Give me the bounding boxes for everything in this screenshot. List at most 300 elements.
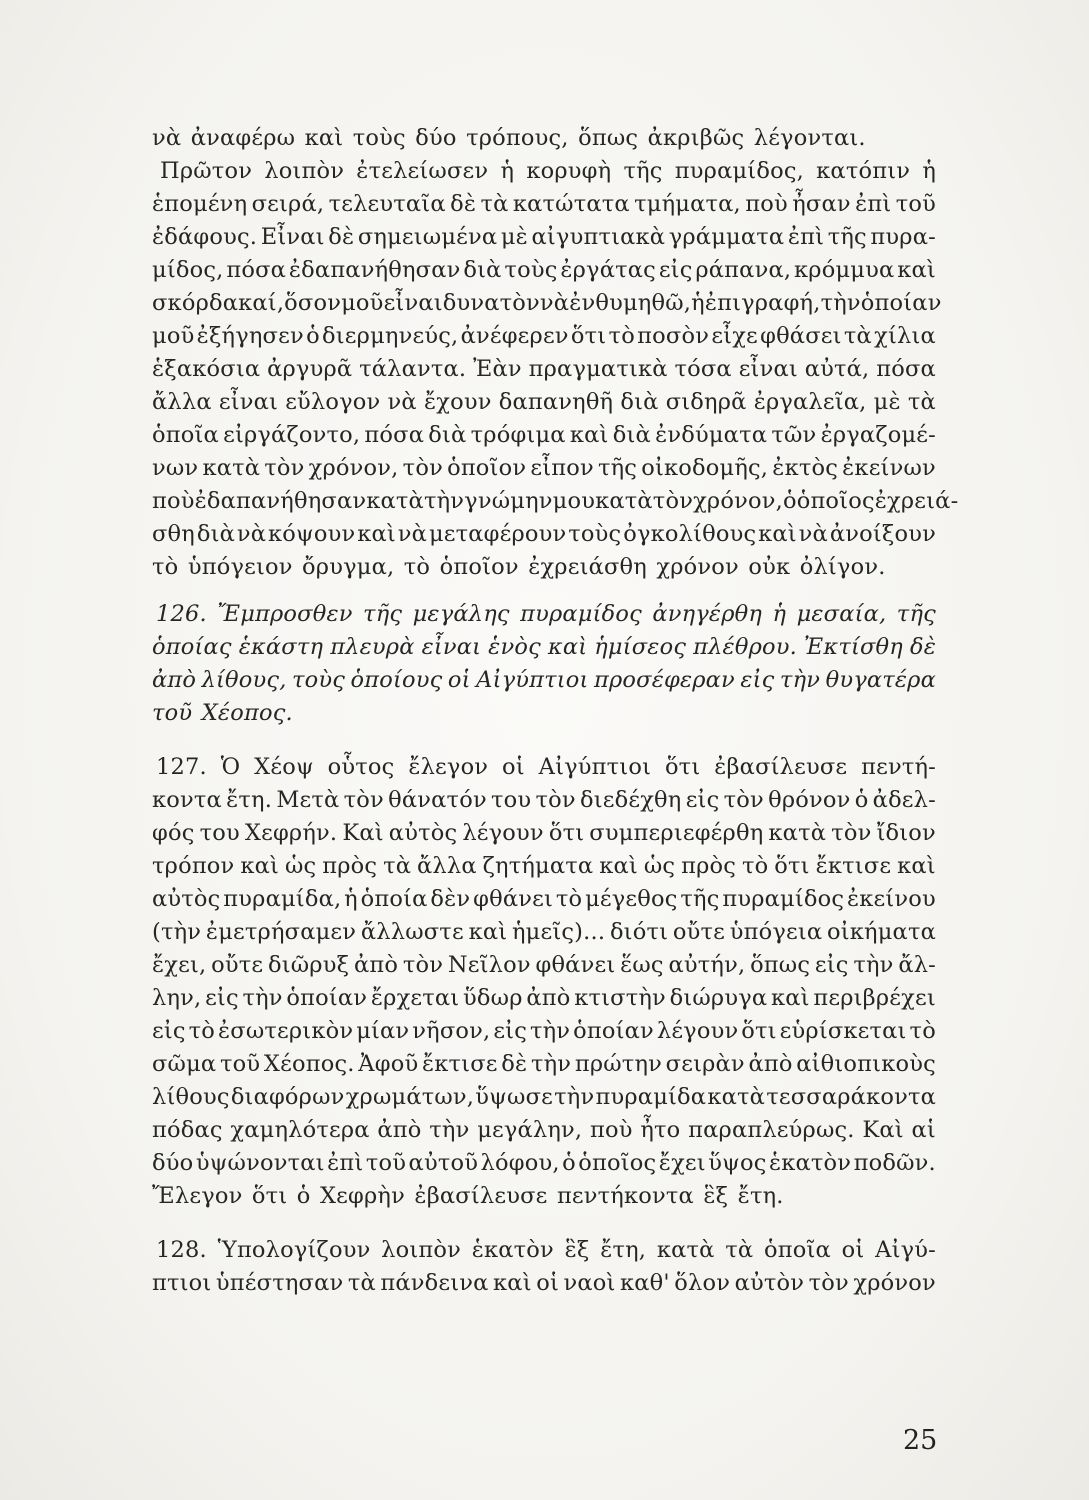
word: ὀλίγον. [799, 554, 886, 580]
word: ἄλλα [417, 853, 477, 879]
word: τμήματα, [634, 191, 741, 217]
word: πραγματικὰ [528, 356, 668, 382]
word: κατώτατα [512, 191, 630, 217]
word: ἄλλωστε [360, 919, 464, 945]
word: Χεφρὴν [319, 1183, 405, 1209]
word: χρόνον, [308, 455, 399, 481]
word: φθάνει [535, 952, 616, 978]
word: τοὺς [292, 667, 346, 693]
word: ὁποίας [152, 634, 232, 660]
word: Χέοπος. [201, 700, 293, 726]
word: καὶ [468, 919, 508, 945]
word: τὴν [429, 1117, 470, 1143]
word: πυραμίδα, [223, 886, 342, 912]
word: τῶν [771, 422, 817, 448]
word: Ἀφοῦ [358, 1051, 419, 1077]
word: τρόπον [152, 853, 235, 879]
word: ὀγκολίθους [623, 521, 757, 547]
word: δύο [415, 125, 457, 151]
word: τόσα [674, 356, 732, 382]
word: μεγάλην, [477, 1117, 583, 1143]
text-line [152, 751, 936, 784]
text-line [152, 386, 936, 419]
text-line [152, 1147, 936, 1180]
word: τοὺς [568, 521, 622, 547]
word: χρόνον, [693, 488, 783, 514]
word: ἐνδύματα [655, 422, 768, 448]
word: τὸν [831, 820, 872, 846]
word: καὶ [897, 853, 936, 879]
word: τοῦ [365, 1150, 407, 1176]
word: χαμηλότερα [230, 1117, 370, 1143]
word: Χέοψ [254, 754, 314, 780]
word: μίαν [356, 1018, 410, 1044]
word: αὐτὸς [152, 886, 221, 912]
word: θάνατόν [388, 787, 487, 813]
word: σημειωμένα [357, 224, 498, 250]
word: λην, [152, 985, 202, 1011]
word: τὴν [853, 952, 894, 978]
word: γνώμην [464, 488, 553, 514]
word: λίθους, [201, 667, 287, 693]
word: κτιστὴν [574, 985, 666, 1011]
word: αὐτὸς [388, 820, 458, 846]
word: πρὸς [322, 853, 378, 879]
word: ἀκριβῶς [647, 125, 745, 151]
word: Αἰγύπτιοι [538, 754, 652, 780]
word: νὰ [152, 125, 182, 151]
text-line [152, 221, 936, 254]
word: ὅτι [570, 323, 607, 349]
word: τὴν [242, 985, 283, 1011]
word: τὸν [652, 488, 694, 514]
word: εἶναι [218, 389, 279, 415]
word: μεταφέρουν [428, 521, 567, 547]
word: οἰκήματα [827, 919, 936, 945]
word: ἄλ- [898, 952, 936, 978]
word: Καὶ [342, 820, 384, 846]
word: ἀναφέρω [190, 125, 296, 151]
word: εἰς [205, 985, 239, 1011]
text-line [152, 320, 936, 353]
word: ὑπόγεια [729, 919, 823, 945]
word: λοιπὸν [264, 158, 345, 184]
word: μὲ [500, 224, 528, 250]
word: ἐδαπανήθησαν [194, 488, 367, 514]
text-line [152, 419, 936, 452]
word: κατὰ [202, 455, 261, 481]
word: τὸν [535, 787, 576, 813]
word: ἐχρειά- [874, 488, 959, 514]
word: διῶρυξ [267, 952, 350, 978]
word: διερμηνεύς, [322, 323, 459, 349]
word: Αἰγύπτιοι [476, 667, 589, 693]
word: ὁποία [360, 886, 428, 912]
word: κατὰ [707, 1084, 766, 1110]
word: ὡς [284, 853, 317, 879]
text-line [152, 1180, 936, 1213]
text-line [152, 949, 936, 982]
word: φθάνει [473, 886, 553, 912]
word: νὰ [236, 521, 267, 547]
word: νὰ [397, 521, 428, 547]
word: δὲ [328, 224, 355, 250]
word: καὶ [897, 257, 936, 283]
word: ὁ [854, 787, 869, 813]
text-line [152, 697, 936, 730]
word: κρόμμυα [794, 257, 895, 283]
word: κατὰ [595, 488, 653, 514]
word: ἐργαζομέ- [820, 422, 936, 448]
word: παραπλεύρως. [688, 1117, 855, 1143]
word: ὁποίαν [573, 1018, 654, 1044]
word: αἰθιοπικοὺς [796, 1051, 936, 1077]
word: διὰ [196, 521, 236, 547]
word: προσέφεραν [594, 667, 735, 693]
word: πρὸς [681, 853, 737, 879]
word: ἔκτισε [815, 853, 892, 879]
word: ἀνηγέρθη [652, 601, 763, 627]
word: ἐκείνων [842, 455, 936, 481]
word: αὐτά, [804, 356, 870, 382]
word: ὁποῖον [439, 554, 519, 580]
text-line [152, 817, 936, 850]
word: Ὁ [220, 754, 241, 780]
word: ὁποίους [350, 667, 443, 693]
word: 127. [156, 754, 207, 780]
word: εὑρίσκεται [779, 1018, 907, 1044]
word: οἱ [841, 1237, 865, 1263]
word: διεδέχθη [580, 787, 682, 813]
word: διότι [609, 919, 669, 945]
word: ἄλλα [152, 389, 212, 415]
word: πρώτην [574, 1051, 662, 1077]
text-line [152, 1048, 936, 1081]
word: ὁ [562, 1150, 576, 1176]
paragraph-spacer [152, 584, 936, 598]
word: ἑνὸς [488, 634, 541, 660]
paragraph-128 [152, 1234, 936, 1300]
word: δὲ [909, 634, 936, 660]
word: διαφόρων [230, 1084, 345, 1110]
word: ἀνοίξουν [829, 521, 936, 547]
word: τρόφιμα [470, 422, 566, 448]
text-line [152, 1234, 936, 1267]
word: τὸ [403, 554, 431, 580]
word: ἀπὸ [377, 1117, 422, 1143]
word: ἐμετρήσαμεν [205, 919, 357, 945]
word: λόφου, [480, 1150, 560, 1176]
word: τὸν [402, 952, 444, 978]
word: τὸ [741, 853, 769, 879]
word: καὶ [357, 521, 396, 547]
word: ἔτη, [600, 1237, 647, 1263]
text-line [152, 122, 936, 155]
word: ὁποῖα [152, 422, 219, 448]
text-line [152, 254, 936, 287]
text-line [152, 1081, 936, 1114]
word: ράπανα, [695, 257, 792, 283]
word: ὁποῖος [796, 488, 875, 514]
word: ἐπὶ [327, 1150, 364, 1176]
word: εἰς [493, 1018, 527, 1044]
word: ὄρυγμα, [302, 554, 395, 580]
word: τὸν [402, 455, 443, 481]
word: ἔκτισε [421, 1051, 498, 1077]
word: Ἐκτίσθη [803, 634, 903, 660]
word: ὅτι [774, 853, 810, 879]
word: καὶ [599, 853, 638, 879]
word: σθη [152, 521, 195, 547]
text-line [152, 631, 936, 664]
word: ἐκείνου [847, 886, 936, 912]
word: ἔτη. [226, 787, 273, 813]
word: πεντή- [861, 754, 936, 780]
word: οὔτε [211, 952, 264, 978]
word: του [199, 820, 240, 846]
word: πυραμίδος, [674, 158, 804, 184]
word: πυραμίδος [722, 886, 845, 912]
word: ζητήματα [482, 853, 594, 879]
text-line [152, 518, 936, 551]
word: συμπεριεφέρθη [589, 820, 764, 846]
word: ἐνθυμηθῶ, [569, 290, 692, 316]
word: καὶ [240, 853, 280, 879]
word: τῆς [597, 455, 638, 481]
text-line [152, 1114, 936, 1147]
word: ὁ [782, 488, 797, 514]
word: ἔτη. [737, 1183, 784, 1209]
word: τὴν [779, 667, 821, 693]
word: πυρα- [870, 224, 936, 250]
word: ἡμίσεος [594, 634, 687, 660]
word: οἱ [536, 1270, 559, 1296]
word: τὸν [808, 1270, 849, 1296]
word: γράμματα [668, 224, 785, 250]
word: ὁποίαν [860, 290, 942, 316]
word: Ἔλεγον [152, 1183, 243, 1209]
text-line [152, 1267, 936, 1300]
word: ὑπόγειον [187, 554, 293, 580]
word: τὰ [383, 853, 412, 879]
word: ἔχει [658, 1150, 706, 1176]
word: ἑκατὸν [768, 1150, 852, 1176]
word: τὸν [264, 455, 305, 481]
word: θυγατέρα [825, 667, 936, 693]
word: χρόνον [853, 1270, 936, 1296]
word: χρωμάτων, [345, 1084, 475, 1110]
word: λέγονται. [753, 125, 866, 151]
word: ἐτελείωσεν [356, 158, 489, 184]
word: ἀργυρᾶ [267, 356, 353, 382]
word: εἰς [814, 952, 849, 978]
word: τῆς [623, 158, 663, 184]
word: ἡ [691, 290, 705, 316]
word: ποὺ [590, 1117, 633, 1143]
word: ὁποῖον [447, 455, 527, 481]
text-line [152, 664, 936, 697]
word: ἕως [620, 952, 664, 978]
word: εἶναι [383, 290, 443, 316]
word: τοὺς [352, 125, 406, 151]
word: ὕδωρ [463, 985, 523, 1011]
word: καὶ [569, 422, 609, 448]
word: εἰργάζοντο, [223, 422, 361, 448]
word: ποὺ [745, 191, 788, 217]
word: τὴν [554, 1084, 595, 1110]
word: τὴν [529, 1018, 571, 1044]
word: ὁ [306, 323, 320, 349]
word: ὅπως [750, 952, 811, 978]
word: Πρῶτον [160, 158, 253, 184]
word: ποσὸν [637, 323, 710, 349]
word: ἓξ [564, 1237, 590, 1263]
word: εἰς [658, 257, 693, 283]
word: τὰ [843, 323, 872, 349]
paragraph-spacer [152, 1213, 936, 1234]
word: τὸ [188, 1018, 216, 1044]
word: κόψουν [268, 521, 356, 547]
word: μέγεθος [585, 886, 678, 912]
word: 128. [156, 1237, 207, 1263]
word: εἶναι [421, 634, 482, 660]
word: μοῦ [152, 323, 195, 349]
word: πυραμίδος [520, 601, 642, 627]
word: κατὰ [768, 820, 827, 846]
word: Καὶ [862, 1117, 904, 1143]
word: διὰ [612, 422, 651, 448]
word: ἔρχεται [370, 985, 460, 1011]
word: ὑψώνονται [195, 1150, 325, 1176]
word: (τὴν [152, 919, 202, 945]
word: τῆς [827, 224, 867, 250]
word: ποὺ [152, 488, 195, 514]
word: κοντα [152, 787, 222, 813]
word: ἐπὶ [855, 191, 892, 217]
word: καὶ [547, 634, 588, 660]
word: μὲ [873, 389, 901, 415]
word: τὴν [820, 290, 861, 316]
paragraph-spacer [152, 730, 936, 751]
word: οὗτος [327, 754, 395, 780]
word: τὴν [530, 1051, 572, 1077]
word: τὸ [555, 886, 583, 912]
word: ὁποῖος [578, 1150, 657, 1176]
word: καθ' [620, 1270, 670, 1296]
word: οἱ [502, 754, 525, 780]
text-line [152, 485, 959, 518]
word: πεντήκοντα [556, 1183, 694, 1209]
word: δὲ [501, 1051, 528, 1077]
word: κατὰ [656, 1237, 715, 1263]
word: ἡμεῖς)... [511, 919, 606, 945]
word: φθάσει [760, 323, 842, 349]
word: πόσα [226, 257, 287, 283]
word: ἐδαπανήθησαν [288, 257, 461, 283]
word: πόσα [876, 356, 936, 382]
word: ναοὶ [563, 1270, 616, 1296]
word: ἐχρειάσθη [528, 554, 647, 580]
word: Χέοπος. [263, 1051, 355, 1077]
word: εἰς [152, 1018, 186, 1044]
text-line [152, 916, 936, 949]
word: τῆς [896, 601, 936, 627]
word: ἑξακόσια [152, 356, 261, 382]
word: δυνατὸν [442, 290, 540, 316]
word: τὰ [347, 1270, 376, 1296]
word: περιβρέχει [813, 985, 936, 1011]
word: τάλαντα. [359, 356, 467, 382]
word: πτιοι [152, 1270, 212, 1296]
word: ἑκατὸν [471, 1237, 554, 1263]
page-text [152, 122, 959, 1300]
text-line [152, 155, 936, 188]
word: τοῦ [219, 1051, 261, 1077]
word: εἶχε [711, 323, 758, 349]
word: δὲν [430, 886, 471, 912]
word: λοιπὸν [381, 1237, 462, 1263]
word: καὶ [493, 1270, 532, 1296]
word: λέγουν [656, 1018, 739, 1044]
word: Νεῖλον [447, 952, 531, 978]
word: ὅπως [578, 125, 639, 151]
word: νὰ [539, 290, 570, 316]
word: καὶ [758, 521, 797, 547]
word: Χεφρήν. [244, 820, 338, 846]
word: τῆς [680, 886, 720, 912]
word: ἡ [922, 158, 936, 184]
word: καί, [238, 290, 285, 316]
word: χίλια [874, 323, 936, 349]
word: ὕψος [708, 1150, 767, 1176]
word: ἐπιγραφή, [704, 290, 821, 316]
word: τρόπους, [466, 125, 569, 151]
text-line [152, 784, 936, 817]
word: τεσσαράκοντα [766, 1084, 936, 1110]
word: σιδηρᾶ [665, 389, 747, 415]
word: ἔχουν [423, 389, 492, 415]
text-line [152, 982, 936, 1015]
word: ὅτι [664, 754, 701, 780]
word: ἑκάστη [238, 634, 324, 660]
word: αὐτοῦ [408, 1150, 479, 1176]
word: λίθους [152, 1084, 230, 1110]
text-line [152, 188, 936, 221]
word: τελευταῖα [328, 191, 446, 217]
word: ἀπὸ [152, 667, 197, 693]
word: πάνδεινα [380, 1270, 489, 1296]
word: Αἰγύ- [875, 1237, 936, 1263]
word: ἐργαλεῖα, [753, 389, 867, 415]
word: τῆς [363, 601, 403, 627]
word: 126. [156, 601, 207, 627]
word: ὅτι [548, 820, 585, 846]
word: ἀνέφερεν [460, 323, 569, 349]
word: ὡς [643, 853, 676, 879]
word: ὅτι [251, 1183, 288, 1209]
paragraph-intro [152, 155, 959, 584]
word: τὰ [480, 191, 509, 217]
word: νῆσον, [412, 1018, 491, 1044]
word: τοῦ [152, 700, 193, 726]
word: οὔτε [672, 919, 725, 945]
word: νὰ [798, 521, 828, 547]
word: σειρά, [251, 191, 325, 217]
word: ἐσωτερικὸν [218, 1018, 354, 1044]
word: καὶ [304, 125, 344, 151]
word: ὁποίαν [286, 985, 368, 1011]
word: ἓξ [703, 1183, 729, 1209]
